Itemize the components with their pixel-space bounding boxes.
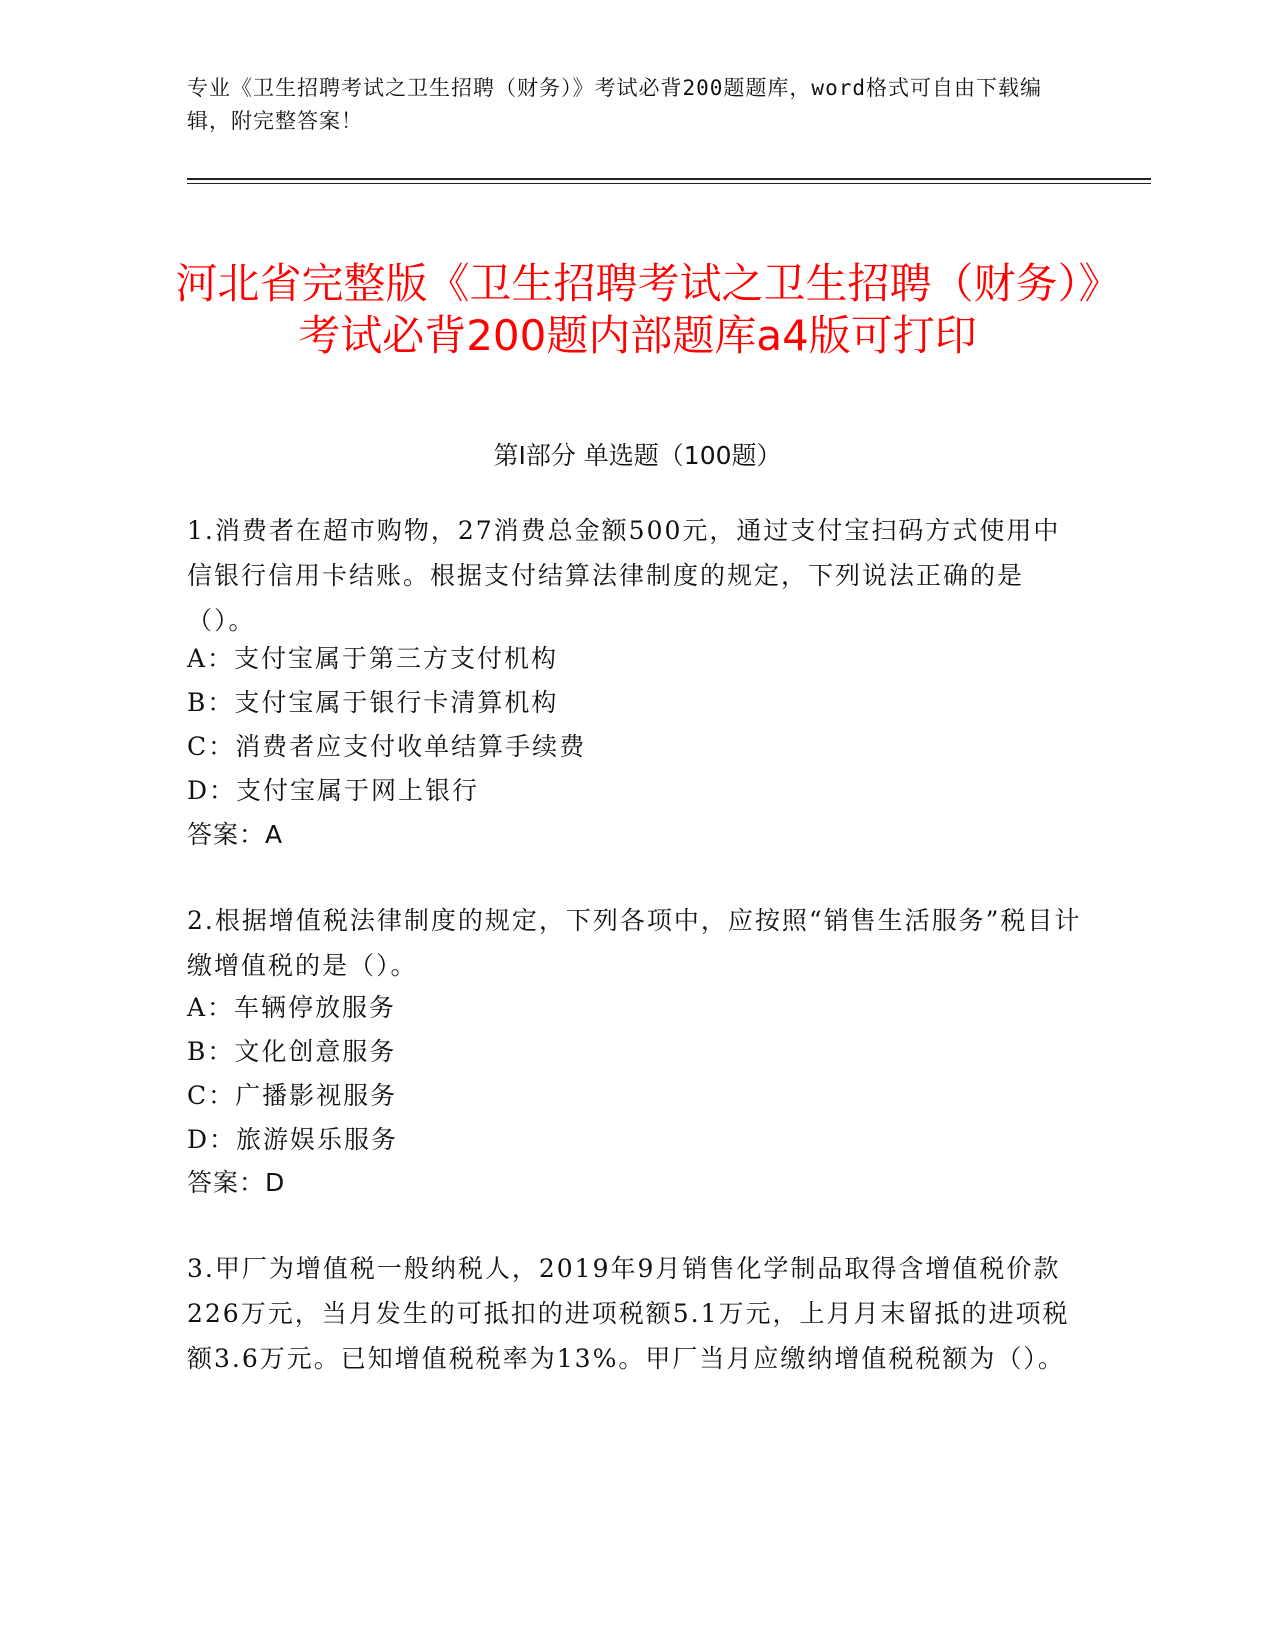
question-1-answer: 答案：A <box>187 820 284 849</box>
section-title: 第I部分 单选题（100题） <box>493 441 782 470</box>
question-1-option-d: D：支付宝属于网上银行 <box>187 776 480 805</box>
question-2-option-a: A：车辆停放服务 <box>187 993 397 1022</box>
header-note: 专业《卫生招聘考试之卫生招聘（财务）》考试必背200题题库，word格式可自由下载编辑，附完整答案！ <box>187 76 1042 133</box>
question-3-text: 3.甲厂为增值税一般纳税人，2019年9月销售化学制品取得含增值税价款226万元，当月发生的可抵扣的进项税额5.1万元，上月月末留抵的进项税额3.6万元。已知增值税税率为13%。甲厂当月应缴纳增值税税额为（）。 <box>187 1254 1070 1373</box>
question-1-text: 1.消费者在超市购物，27消费总金额500元，通过支付宝扫码方式使用中信银行信用卡结账。根据支付结算法律制度的规定，下列说法正确的是（）。 <box>187 516 1061 635</box>
question-2-option-b: B：文化创意服务 <box>187 1037 397 1066</box>
question-1-option-c: C：消费者应支付收单结算手续费 <box>187 732 587 761</box>
question-2-option-d: D：旅游娱乐服务 <box>187 1125 399 1154</box>
header-divider-thin <box>187 183 1151 184</box>
question-2-option-c: C：广播影视服务 <box>187 1081 398 1110</box>
question-1-option-b: B：支付宝属于银行卡清算机构 <box>187 688 559 717</box>
question-2-text: 2.根据增值税法律制度的规定，下列各项中，应按照“销售生活服务”税目计缴增值税的是（）。 <box>187 906 1082 980</box>
question-2-answer: 答案：D <box>187 1168 286 1197</box>
document-title: 河北省完整版《卫生招聘考试之卫生招聘（财务）》考试必背200题内部题库a4版可打印 <box>175 259 1100 361</box>
question-1-option-a: A：支付宝属于第三方支付机构 <box>187 644 559 673</box>
header-divider <box>187 178 1151 180</box>
